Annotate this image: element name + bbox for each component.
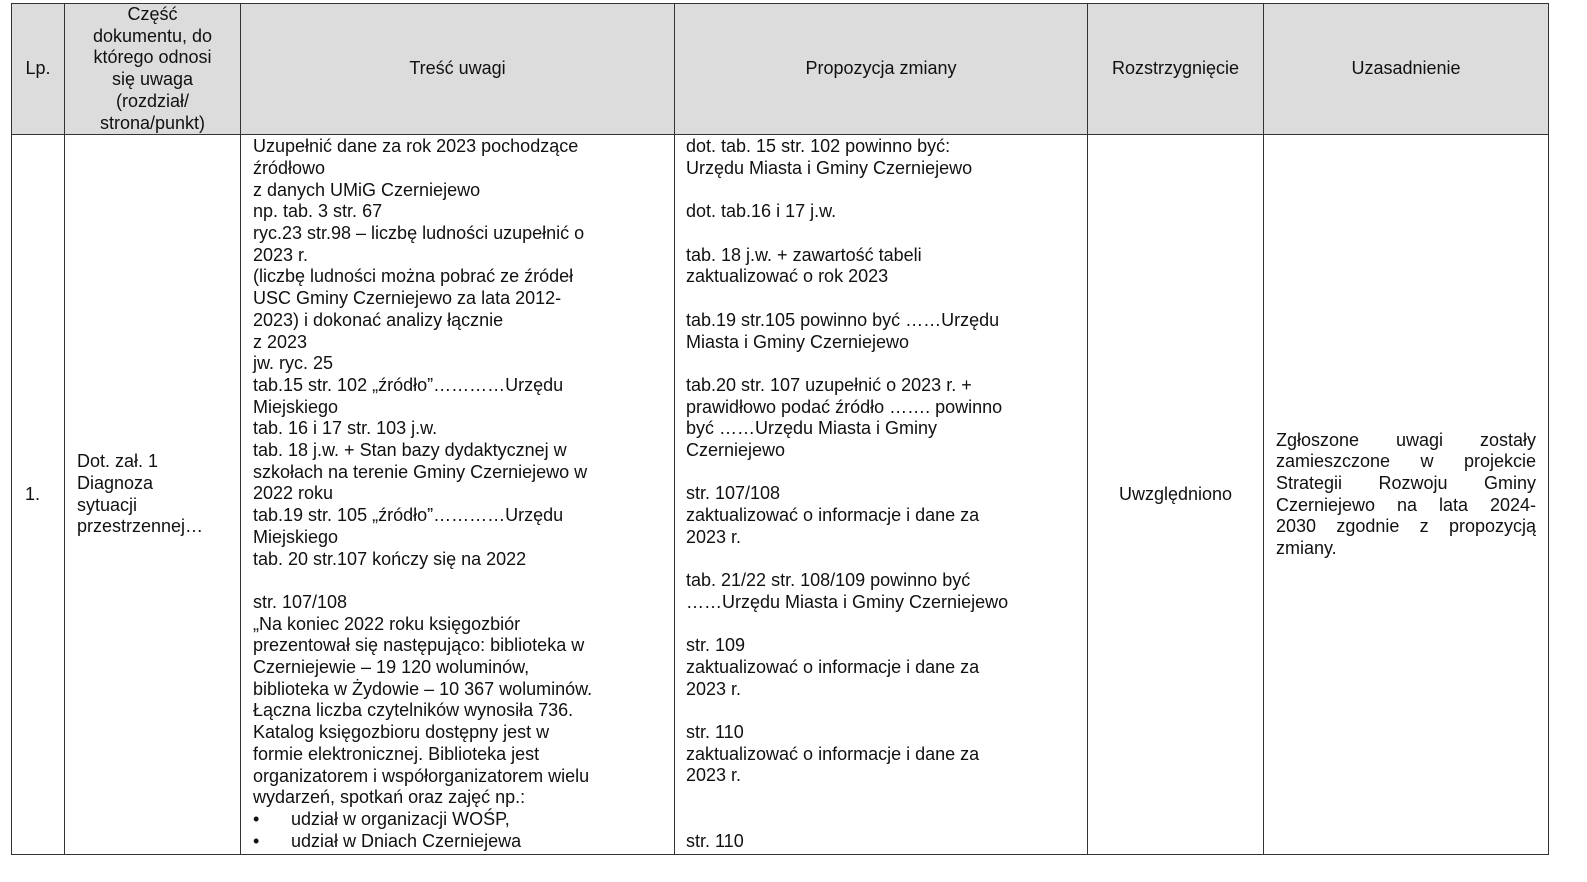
proposal-line: Miasta i Gminy Czerniejewo [686,331,910,352]
comment-line: str. 107/108 [253,591,348,612]
comment-line: tab. 16 i 17 str. 103 j.w. [253,418,438,439]
justification-line: 2030 zgodnie z propozycją [1276,516,1536,537]
comment-line: biblioteka w Żydowie – 10 367 woluminów. [253,678,593,699]
proposal-line: str. 109 [686,635,746,656]
document-part-line: sytuacji [77,494,138,515]
justification-line: zmiany. [1276,538,1337,559]
bullet-text: udział w Dniach Czerniejewa [291,830,522,851]
comment-line: formie elektronicznej. Biblioteka jest [253,743,540,764]
bullet-text: udział w organizacji WOŚP, [291,809,510,829]
comment-line: ryc.23 str.98 – liczbę ludności uzupełnić o [253,223,585,244]
proposal-line: zaktualizować o informacje i dane za [686,743,980,764]
header-part-line: którego odnosi [93,47,212,68]
spacer [686,180,1079,202]
proposal-line: zaktualizować o informacje i dane za [686,656,980,677]
comment-line: 2022 roku [253,483,334,504]
comment-line: z 2023 [253,331,308,352]
spacer [686,462,1079,484]
header-lp: Lp. [12,4,65,135]
header-part-line: (rozdział/ [115,90,190,111]
header-part-line: się uwaga [111,69,194,90]
proposal-line: tab.19 str.105 powinno być ……Urzędu [686,309,1000,330]
comment-line: Miejskiego [253,526,339,547]
document-part-line: przestrzennej… [77,516,204,537]
justification-line: Zgłoszone uwagi zostały [1276,429,1536,450]
header-comment-content: Treść uwagi [241,4,675,135]
comments-table [11,3,1549,855]
spacer [686,787,1079,830]
comment-line: wydarzeń, spotkań oraz zajęć np.: [253,787,526,808]
spacer [686,353,1079,375]
justification-line: Strategii Rozwoju Gminy [1276,473,1536,494]
comment-line: źródłowo [253,157,326,178]
row-number: 1. [12,135,65,855]
spacer [686,614,1079,636]
comment-line: Czerniejewie – 19 120 woluminów, [253,657,530,678]
bullet-list-item [253,809,666,831]
proposal-line: str. 110 [686,722,744,743]
proposal-line: Czerniejewo [686,440,786,460]
proposal-line: tab.20 str. 107 uzupełnić o 2023 r. + [686,374,972,395]
comment-line: z danych UMiG Czerniejewo [253,179,481,200]
proposal-line: tab. 21/22 str. 108/109 powinno być [686,570,971,591]
justification-line: Czerniejewo na lata 2024- [1276,494,1536,515]
comment-line: USC Gminy Czerniejewo za lata 2012- [253,288,562,309]
document-part-line: Diagnoza [77,473,154,494]
proposal-line: dot. tab. 15 str. 102 powinno być: [686,136,951,157]
proposal-line: str. 110 [686,830,744,851]
proposal-line: być ……Urzędu Miasta i Gminy [686,418,938,439]
proposal-line: tab. 18 j.w. + zawartość tabeli [686,244,922,265]
comment-line: tab.15 str. 102 „źródło”…………Urzędu [253,374,564,395]
header-part-line: Część [127,4,178,24]
proposal-line: ……Urzędu Miasta i Gminy Czerniejewo [686,591,1009,612]
spacer [686,223,1079,245]
comment-line: prezentował się następująco: biblioteka w [253,635,585,656]
comment-line: jw. ryc. 25 [253,353,334,374]
bullet-icon: • [253,830,260,851]
comment-line: szkołach na terenie Gminy Czerniejewo w [253,461,588,482]
comment-line: (liczbę ludności można pobrać ze źródeł [253,266,574,287]
comment-line: Uzupełnić dane za rok 2023 pochodzące [253,136,579,157]
table-header-row [12,4,1549,135]
comment-line: Miejskiego [253,396,339,417]
proposal-line: 2023 r. [686,678,742,699]
header-justification: Uzasadnienie [1264,4,1549,135]
resolution-cell: Uwzględniono [1088,135,1264,855]
comment-line: „Na koniec 2022 roku księgozbiór [253,613,521,634]
justification-cell [1264,135,1549,855]
proposal-line: Urzędu Miasta i Gminy Czerniejewo [686,157,973,178]
bullet-list-item [253,831,666,853]
comment-line: 2023) i dokonać analizy łącznie [253,309,504,330]
document-part-cell [65,135,241,855]
proposal-line: zaktualizować o informacje i dane za [686,505,980,526]
proposal-line: str. 107/108 [686,483,781,504]
comment-line: Katalog księgozbioru dostępny jest w [253,722,550,743]
bullet-icon: • [253,809,260,829]
comment-line: tab. 20 str.107 kończy się na 2022 [253,548,527,569]
justification-line: zamieszczone w projekcie [1276,451,1536,472]
change-proposal-cell [675,135,1088,855]
document-part-line: Dot. zał. 1 [77,451,159,472]
table-row [12,135,1549,855]
proposal-line: 2023 r. [686,765,742,786]
header-resolution: Rozstrzygnięcie [1088,4,1264,135]
proposal-line: zaktualizować o rok 2023 [686,266,889,287]
header-document-part [65,4,241,135]
comment-content-cell [241,135,675,855]
comment-line: Łączna liczba czytelników wynosiła 736. [253,700,574,721]
comment-line: np. tab. 3 str. 67 [253,201,383,222]
spacer [686,288,1079,310]
comment-line: organizatorem i współorganizatorem wielu [253,765,590,786]
proposal-line: 2023 r. [686,526,742,547]
spacer [686,700,1079,722]
header-change-proposal: Propozycja zmiany [675,4,1088,135]
spacer [686,549,1079,571]
comment-line: tab.19 str. 105 „źródło”…………Urzędu [253,505,564,526]
header-part-line: dokumentu, do [92,25,213,46]
blank-line [253,570,666,592]
proposal-line: dot. tab.16 i 17 j.w. [686,201,837,222]
comment-line: tab. 18 j.w. + Stan bazy dydaktycznej w [253,440,567,461]
proposal-line: prawidłowo podać źródło ……. powinno [686,396,1003,417]
header-part-line: strona/punkt) [99,112,206,133]
comment-line: 2023 r. [253,244,309,265]
